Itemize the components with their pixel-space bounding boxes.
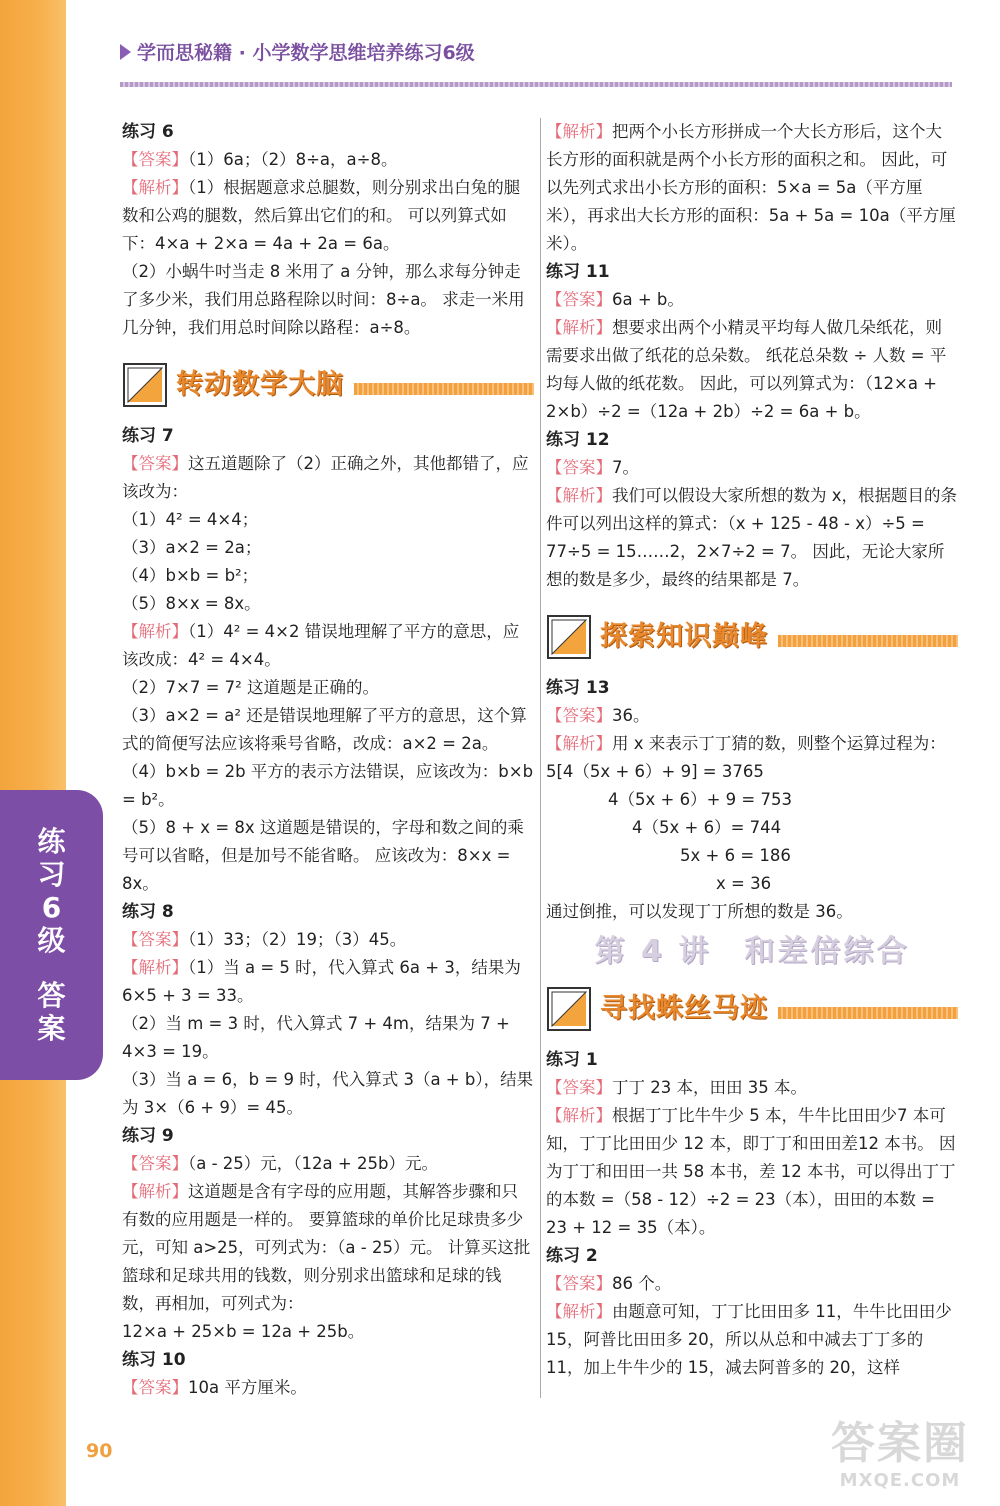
side-tab-char: 6 (41, 891, 62, 924)
analysis-line (122, 618, 534, 674)
answer-line (122, 146, 534, 174)
header-rule (120, 82, 952, 87)
side-tab-char: 练 (37, 825, 66, 858)
exercise-title: 练习 11 (546, 262, 610, 282)
answer-tag: 【答案】 (122, 1378, 188, 1397)
analysis-line (546, 1102, 958, 1242)
section-banner (122, 356, 534, 414)
exercise-title: 练习 2 (546, 1246, 598, 1266)
answer-text: 6a + b。 (612, 290, 684, 309)
analysis-text: （1）根据题意求总腿数，则分别求出白兔的腿数和公鸡的腿数，然后算出它们的和。 可以列算式如下：4×a + 2×a = 4a + 2a = 6a。 (122, 178, 521, 253)
analysis-text: 把两个小长方形拼成一个大长方形后，这个大长方形的面积就是两个小长方形的面积之和。 因此，可以先列式求出小长方形的面积：5×a = 5a（平方厘米），再求出大长方形的面积：5a + 5a = 10a（平方厘米）。 (546, 122, 956, 253)
answer-text: 丁丁 23 本，田田 35 本。 (612, 1078, 807, 1097)
analysis-text: 我们可以假设大家所想的数为 x，根据题目的条件可以列出这样的算式：（x + 125 - 48 - x）÷5 = 77÷5 = 15……2，2×7÷2 = 7。 因此，无论大家所想的数是多少，最终的结果都是 7。 (546, 486, 958, 589)
answer-line (122, 1150, 534, 1178)
section-title: 探索知识巅峰 (600, 621, 768, 652)
answer-tag: 【答案】 (546, 706, 612, 725)
play-triangle-icon (120, 44, 131, 60)
page-number: 90 (86, 1440, 113, 1462)
analysis-tag: 【解析】 (122, 178, 188, 197)
section-banner (546, 980, 958, 1038)
side-tab-char: 级 (37, 924, 66, 957)
analysis-text: （1）当 a = 5 时，代入算式 6a + 3，结果为 6×5 + 3 = 33。 (122, 958, 521, 1005)
answer-line (546, 1074, 958, 1102)
side-tab-char: 答 (37, 979, 66, 1012)
answer-line (546, 454, 958, 482)
analysis-tag: 【解析】 (122, 1182, 188, 1201)
answer-line (122, 1374, 534, 1402)
analysis-line (546, 730, 958, 786)
answer-text: 7。 (612, 458, 639, 477)
answer-text: 10a 平方厘米。 (188, 1378, 307, 1397)
formula-line: 12×a + 25×b = 12a + 25b。 (122, 1322, 365, 1341)
left-column (122, 118, 534, 1402)
answer-tag: 【答案】 (546, 1078, 612, 1097)
analysis-line (546, 314, 958, 426)
side-tab-char: 案 (37, 1012, 66, 1045)
correction-line: （5）8×x = 8x。 (122, 594, 261, 613)
analysis-tag: 【解析】 (546, 1302, 612, 1321)
analysis-tag: 【解析】 (546, 1106, 612, 1125)
triangle-square-icon (122, 362, 168, 408)
answer-line (122, 450, 534, 506)
answer-line (122, 926, 534, 954)
analysis-tag: 【解析】 (546, 734, 612, 753)
column-divider (540, 118, 541, 1398)
equation-step: 5x + 6 = 186 (680, 846, 791, 865)
answer-tag: 【答案】 (546, 458, 612, 477)
exercise-title: 练习 8 (122, 902, 174, 922)
watermark-url: MXQE.COM (839, 1470, 961, 1491)
analysis-line (546, 482, 958, 594)
correction-line: （1）4² = 4×4； (122, 510, 259, 529)
section-banner (546, 608, 958, 666)
analysis-text: 由题意可知，丁丁比田田多 11，牛牛比田田少 15，阿普比田田多 20，所以从总和中减去丁丁多的 11，加上牛牛少的 15，减去阿普多的 20，这样 (546, 1302, 952, 1377)
correction-line: （4）b×b = b²； (122, 566, 259, 585)
analysis-text: （3）a×2 = a² 还是错误地理解了平方的意思，这个算式的简便写法应该将乘号省略，改成：a×2 = 2a。 (122, 706, 527, 753)
analysis-tag: 【解析】 (546, 486, 612, 505)
answer-line (546, 702, 958, 730)
analysis-line (122, 174, 534, 258)
answer-tag: 【答案】 (122, 454, 188, 473)
analysis-text: （4）b×b = 2b 平方的表示方法错误，应该改为：b×b = b²。 (122, 762, 534, 809)
section-title: 转动数学大脑 (176, 369, 344, 400)
analysis-tag: 【解析】 (546, 318, 612, 337)
answer-tag: 【答案】 (546, 1274, 612, 1293)
exercise-title: 练习 9 (122, 1126, 174, 1146)
analysis-line (122, 1178, 534, 1318)
analysis-text: 想要求出两个小精灵平均每人做几朵纸花，则需要求出做了纸花的总朵数。 纸花总朵数 ÷ 人数 = 平均每人做的纸花数。 因此，可以列算式为：（12×a + 2×b）÷2 =（12a + 2b）÷2 = 6a + b。 (546, 318, 947, 421)
exercise-title: 练习 1 (546, 1050, 598, 1070)
triangle-square-icon (546, 614, 592, 660)
side-tab-char: 习 (37, 858, 66, 891)
analysis-line (546, 118, 958, 258)
analysis-text: （2）当 m = 3 时，代入算式 7 + 4m，结果为 7 + 4×3 = 19。 (122, 1014, 510, 1061)
correction-line: （3）a×2 = 2a； (122, 538, 262, 557)
answer-text: （a - 25）元，（12a + 25b）元。 (188, 1154, 438, 1173)
analysis-text: 用 x 来表示丁丁猜的数，则整个运算过程为：5[4（5x + 6）+ 9] = 3765 (546, 734, 946, 781)
analysis-text: （5）8 + x = 8x 这道题是错误的，字母和数之间的乘号可以省略，但是加号不能省略。 应该改为：8×x = 8x。 (122, 818, 524, 893)
exercise-title: 练习 13 (546, 678, 610, 698)
answer-tag: 【答案】 (122, 150, 188, 169)
section-bar (354, 383, 534, 395)
margin-strip (0, 0, 66, 1506)
answer-tag: 【答案】 (122, 1154, 188, 1173)
analysis-tag: 【解析】 (546, 122, 612, 141)
answer-text: 86 个。 (612, 1274, 672, 1293)
answer-line (546, 286, 958, 314)
equation-step: 4（5x + 6）= 744 (632, 818, 782, 837)
analysis-text: （2）7×7 = 7² 这道题是正确的。 (122, 678, 379, 697)
section-title: 寻找蛛丝马迹 (600, 993, 768, 1024)
analysis-text: 根据丁丁比牛牛少 5 本，牛牛比田田少7 本可知，丁丁比田田少 12 本，即丁丁和田田差12 本书。 因为丁丁和田田一共 58 本书，差 12 本书，可以得出丁丁的本数 =（58 - 12）÷2 = 23（本），田田的本数 = 23 + 12 = 35（本）。 (546, 1106, 956, 1237)
exercise-title: 练习 12 (546, 430, 610, 450)
analysis-text: 这道题是含有字母的应用题，其解答步骤和只有数的应用题是一样的。 要算篮球的单价比足球贵多少元，可知 a>25，可列式为：（a - 25）元。 计算买这批篮球和足球共用的钱数，则分别求出篮球和足球的钱数，再相加，可列式为： (122, 1182, 531, 1313)
exercise-title: 练习 6 (122, 122, 174, 142)
watermark-logo-text: 答案圈 (831, 1418, 969, 1469)
conclusion-text: 通过倒推，可以发现丁丁所想的数是 36。 (546, 902, 853, 921)
analysis-tag: 【解析】 (122, 622, 188, 641)
lecture-heading: 第 4 讲 和差倍综合 (594, 934, 910, 969)
exercise-title: 练习 10 (122, 1350, 186, 1370)
triangle-square-icon (546, 986, 592, 1032)
equation-step: x = 36 (716, 874, 772, 893)
answer-text: （1）6a；（2）8÷a，a÷8。 (188, 150, 398, 169)
answer-text: 这五道题除了（2）正确之外，其他都错了，应该改为： (122, 454, 529, 501)
exercise-title: 练习 7 (122, 426, 174, 446)
header-title: 学而思秘籍 · 小学数学思维培养练习6级 (137, 42, 475, 64)
running-header (120, 38, 475, 65)
equation-step: 4（5x + 6）+ 9 = 753 (608, 790, 792, 809)
right-column (546, 118, 958, 1382)
watermark (815, 1418, 985, 1502)
answer-line (546, 1270, 958, 1298)
section-bar (778, 635, 958, 647)
section-bar (778, 1007, 958, 1019)
analysis-line (122, 954, 534, 1010)
side-tab (0, 790, 103, 1080)
answer-text: （1）33；（2）19；（3）45。 (188, 930, 407, 949)
analysis-text: （2）小蜗牛吋当走 8 米用了 a 分钟，那么求每分钟走了多少米，我们用总路程除以时间：8÷a。 求走一米用几分钟，我们用总时间除以路程：a÷8。 (122, 262, 525, 337)
analysis-tag: 【解析】 (122, 958, 188, 977)
analysis-text: （3）当 a = 6，b = 9 时，代入算式 3（a + b），结果为 3×（6 + 9）= 45。 (122, 1070, 534, 1117)
answer-tag: 【答案】 (122, 930, 188, 949)
analysis-text: （1）4² = 4×2 错误地理解了平方的意思，应该改成：4² = 4×4。 (122, 622, 520, 669)
answer-tag: 【答案】 (546, 290, 612, 309)
analysis-line (546, 1298, 958, 1382)
answer-text: 36。 (612, 706, 650, 725)
